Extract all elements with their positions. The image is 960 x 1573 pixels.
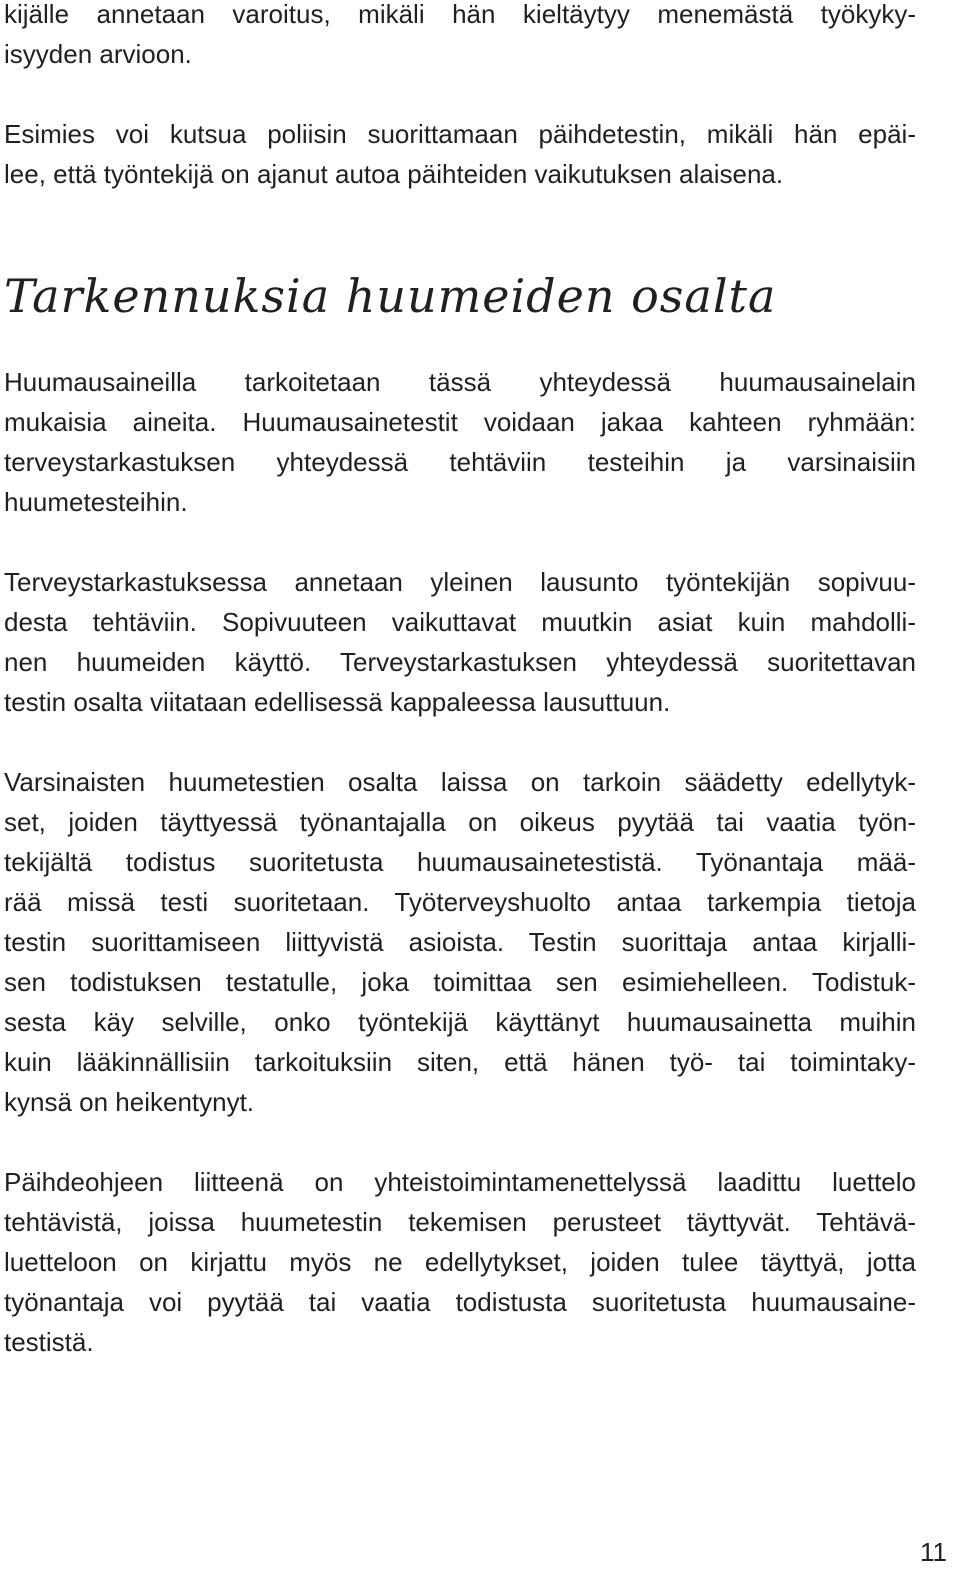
paragraph-drug-tests <box>4 762 916 1122</box>
paragraph-police-test <box>4 114 916 194</box>
paragraph-warning <box>4 0 916 74</box>
section-heading: Tarkennuksia huumeiden osalta <box>4 269 777 323</box>
text-line: terveystarkastuksen yhteydessä tehtäviin testeihin ja varsinaisiin <box>4 447 916 477</box>
text-line: sesta käy selville, onko työntekijä käyttänyt huumausainetta muihin <box>4 1007 916 1037</box>
text-line: Huumausaineilla tarkoitetaan tässä yhteydessä huumausainelain <box>4 367 916 397</box>
text-line: luetteloon on kirjattu myös ne edellytykset, joiden tulee täyttyä, jotta <box>4 1247 916 1277</box>
page-number: 11 <box>920 1537 947 1567</box>
text-line: isyyden arvioon. <box>4 39 192 69</box>
text-line: rää missä testi suoritetaan. Työterveyshuolto antaa tarkempia tietoja <box>4 887 916 917</box>
text-line: kuin lääkinnällisiin tarkoituksiin siten, että hänen työ- tai toimintaky- <box>4 1047 916 1077</box>
text-line: mukaisia aineita. Huumausainetestit voidaan jakaa kahteen ryhmään: <box>4 407 916 437</box>
text-line: Terveystarkastuksessa annetaan yleinen lausunto työntekijän sopivuu- <box>4 567 916 597</box>
text-line: testistä. <box>4 1327 94 1357</box>
text-line: Varsinaisten huumetestien osalta laissa on tarkoin säädetty edellytyk- <box>4 767 916 797</box>
text-line: desta tehtäviin. Sopivuuteen vaikuttavat muutkin asiat kuin mahdolli- <box>4 607 916 637</box>
paragraph-health-check <box>4 562 916 722</box>
text-line: lee, että työntekijä on ajanut autoa päihteiden vaikutuksen alaisena. <box>4 159 784 189</box>
text-line: huumetesteihin. <box>4 487 188 517</box>
text-line: tekijältä todistus suoritetusta huumausainetestistä. Työnantaja mää- <box>4 847 916 877</box>
text-line: työnantaja voi pyytää tai vaatia todistusta suoritetusta huumausaine- <box>4 1287 916 1317</box>
text-line: sen todistuksen testatulle, joka toimittaa sen esimiehelleen. Todistuk- <box>4 967 916 997</box>
text-line: testin osalta viitataan edellisessä kappaleessa lausuttuun. <box>4 687 671 717</box>
text-line: kynsä on heikentynyt. <box>4 1087 255 1117</box>
paragraph-drug-definition <box>4 362 916 522</box>
text-line: Esimies voi kutsua poliisin suorittamaan päihdetestin, mikäli hän epäi- <box>4 119 916 149</box>
text-line: Päihdeohjeen liitteenä on yhteistoimintamenettelyssä laadittu luettelo <box>4 1167 916 1197</box>
text-line: kijälle annetaan varoitus, mikäli hän kieltäytyy menemästä työkyky- <box>4 0 916 29</box>
text-line: testin suorittamiseen liittyvistä asioista. Testin suorittaja antaa kirjalli- <box>4 927 916 957</box>
text-line: set, joiden täyttyessä työnantajalla on oikeus pyytää tai vaatia työn- <box>4 807 916 837</box>
text-line: nen huumeiden käyttö. Terveystarkastuksen yhteydessä suoritettavan <box>4 647 916 677</box>
paragraph-appendix <box>4 1162 916 1362</box>
text-line: tehtävistä, joissa huumetestin tekemisen perusteet täyttyvät. Tehtävä- <box>4 1207 916 1237</box>
